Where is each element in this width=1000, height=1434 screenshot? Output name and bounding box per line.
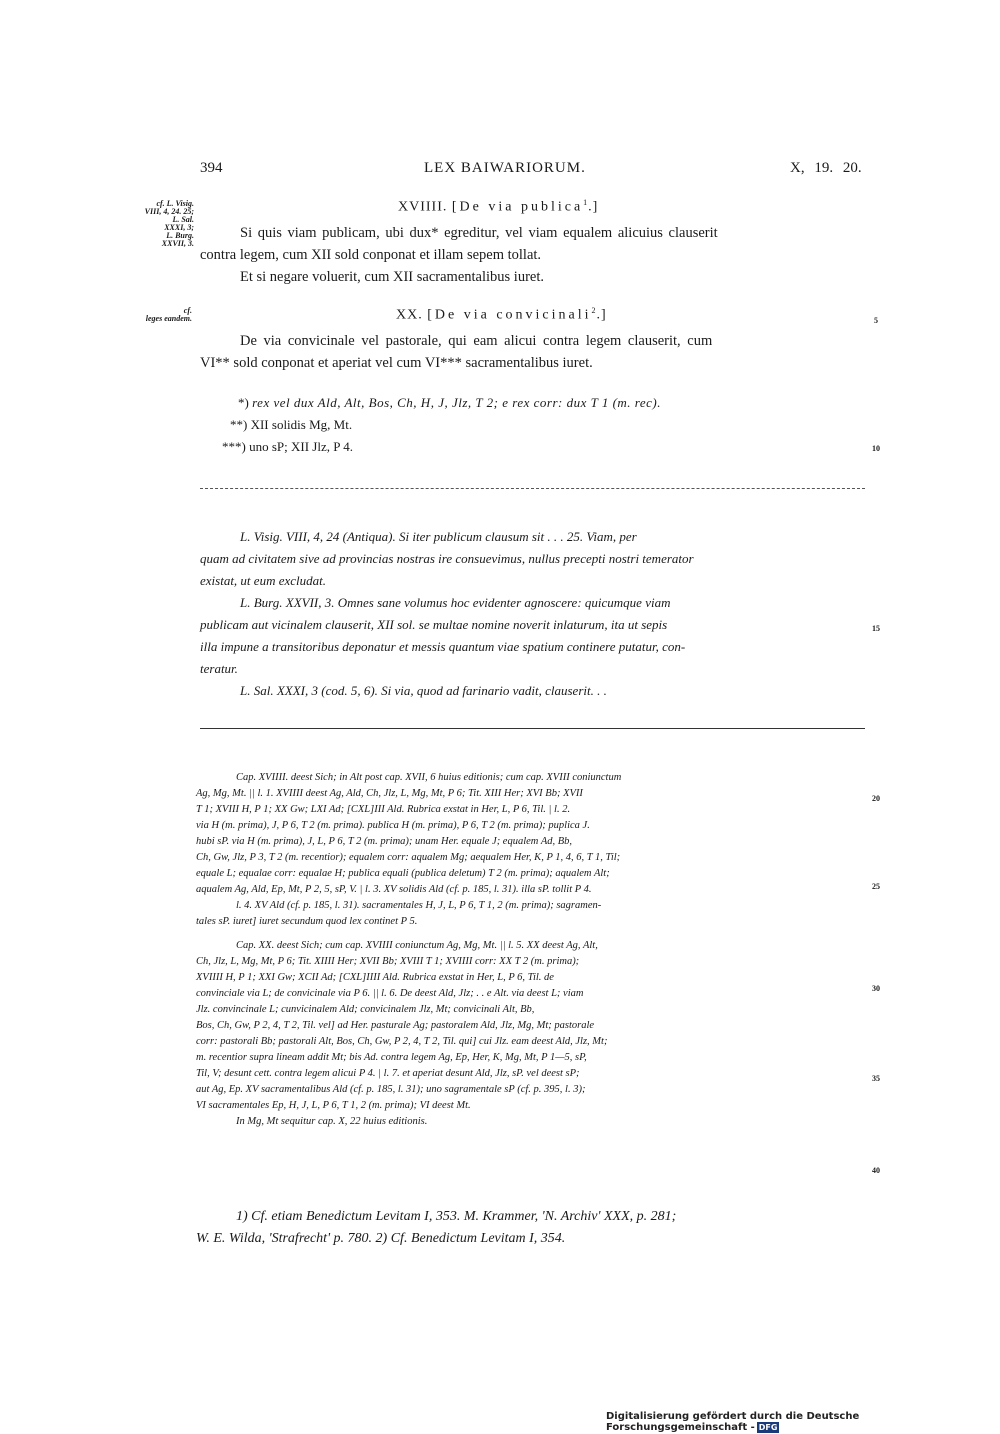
apparatus-line: convinciale via L; de convicinale via P 6. || l. 6. De deest Ald, Jlz; . . e Alt. via deest L; viam <box>196 988 584 999</box>
chapter-19-body <box>200 222 870 288</box>
bracket-close: .] <box>596 307 607 323</box>
apparatus-line: l. 4. XV Ald (cf. p. 185, l. 31). sacramentales H, J, L, P 6, T 1, 2 (m. prima); sagramen- <box>236 900 602 911</box>
apparatus-line: via H (m. prima), J, P 6, T 2 (m. prima). publica H (m. prima), P 6, T 2 (m. prima); puplica J. <box>196 820 590 831</box>
line-number: 15 <box>872 624 880 633</box>
apparatus-line: Bos, Ch, Gw, P 2, 4, T 2, Til. vel] ad Her. pasturale Ag; pastoralem Ald, Jlz, Mg, Mt; pastorale <box>196 1020 595 1031</box>
margin-note-cap19 <box>112 200 194 248</box>
variant-footnote <box>222 414 872 436</box>
margin-note-line: XXVII, 3. <box>161 239 194 248</box>
footnote-mark: ***) <box>222 439 246 454</box>
variant-footnotes <box>222 392 872 458</box>
margin-note-line: XXXI, 3; <box>164 223 194 232</box>
note-line: 1) Cf. etiam Benedictum Levitam I, 353. M. Krammer, 'N. Archiv' XXX, p. 281; <box>236 1209 677 1224</box>
margin-note-line: L. Burg. <box>166 231 194 240</box>
section-reference: X, 19. 20. <box>790 160 862 176</box>
apparatus-line: XVIIII H, P 1; XXI Gw; XCII Ad; [CXL]IIII Ald. Rubrica exstat in Her, L, P 6, Til. de <box>196 972 554 983</box>
chapter-number: XVIIII. <box>398 199 448 215</box>
separator-rule <box>200 728 865 729</box>
chapter-number: XX. <box>396 307 423 323</box>
apparatus-line: tales sP. iuret] iuret secundum quod lex continet P 5. <box>196 916 418 927</box>
apparatus-line: aqualem Ag, Ald, Ep, Mt, P 2, 5, sP, V. | l. 3. XV solidis Ald (cf. p. 185, l. 31). illa sP. tollit P 4. <box>196 884 592 895</box>
source-parallels <box>200 526 870 702</box>
chapter-title: [De via publica <box>451 199 584 215</box>
variant-footnote <box>222 436 872 458</box>
dfg-logo: DFG <box>758 1423 778 1432</box>
separator-rule <box>200 488 865 489</box>
source-line: illa impune a transitoribus deponatur et messis quantum viae spatium continere putatur, con- <box>200 639 686 654</box>
line-number: 5 <box>874 316 878 325</box>
apparatus-line: Ch, Jlz, L, Mg, Mt, P 6; Tit. XIIII Her; XVII Bb; XVIII T 1; XVIIII corr: XX T 2 (m. prima); <box>196 956 580 967</box>
margin-note-line: L. Sal. <box>172 215 194 224</box>
chapter-line: Et si negare voluerit, cum XII sacramentalibus iuret. <box>240 269 544 285</box>
digitization-credit <box>606 1411 1000 1433</box>
line-number: 30 <box>872 984 880 993</box>
apparatus-line: In Mg, Mt sequitur cap. X, 22 huius editionis. <box>236 1116 428 1127</box>
source-line: L. Sal. XXXI, 3 (cod. 5, 6). Si via, quod ad farinario vadit, clauserit. . . <box>240 683 607 698</box>
chapter-20-heading <box>396 306 607 324</box>
source-line: L. Burg. XXVII, 3. Omnes sane volumus hoc evidenter agnoscere: quicumque viam <box>240 595 671 610</box>
apparatus-line: Jlz. convincinale L; cunvicinalem Ald; convicinalem Jlz, Mt; convicinali Alt, Bb, <box>196 1004 535 1015</box>
note-line: W. E. Wilda, 'Strafrecht' p. 780. 2) Cf. Benedictum Levitam I, 354. <box>196 1231 566 1246</box>
chapter-line: Si quis viam publicam, ubi dux* egreditur, vel viam equalem alicuius clauserit <box>240 225 718 241</box>
apparatus-line: hubi sP. via H (m. prima), J, L, P 6, T 2 (m. prima); unam Her. equale J; equalem Ad, Bb, <box>196 836 573 847</box>
chapter-title: [De via convicinali <box>427 307 592 323</box>
apparatus-line: Ag, Mg, Mt. || l. 1. XVIIII deest Ag, Ald, Ch, Jlz, L, Mg, Mt, P 6; Tit. XIII Her; XVI Bb; XVII <box>196 788 583 799</box>
apparatus-line: m. recentior supra lineam addit Mt; bis Ad. contra legem Ag, Ep, Her, K, Mg, Mt, P 1—5, sP, <box>196 1052 587 1063</box>
apparatus-line: aut Ag, Ep. XV sacramentalibus Ald (cf. p. 185, l. 31); uno sagramentale sP (cf. p. 395, l. 3); <box>196 1084 586 1095</box>
credit-text: Digitalisierung gefördert durch die Deutsche Forschungsgemeinschaft - <box>606 1411 860 1433</box>
source-line: teratur. <box>200 661 238 676</box>
line-number: 25 <box>872 882 880 891</box>
critical-apparatus <box>196 770 868 1130</box>
source-line: L. Visig. VIII, 4, 24 (Antiqua). Si iter publicum clausum sit . . . 25. Viam, per <box>240 529 637 544</box>
margin-note-line: cf. L. Visig. <box>156 199 194 208</box>
apparatus-line: Ch, Gw, Jlz, P 3, T 2 (m. recentior); equalem corr: aqualem Mg; aequalem Her, K, P 1, 4, 6, T 1, Til; <box>196 852 621 863</box>
bracket-close: .] <box>588 199 599 215</box>
apparatus-line: corr: pastorali Bb; pastorali Alt, Bos, Ch, Gw, P 2, 4, T 2, Til. qui] cui Jlz. eam deest Ald, Jlz, Mt; <box>196 1036 608 1047</box>
running-title: LEX BAIWARIORUM. <box>424 160 586 176</box>
chapter-line: De via convicinale vel pastorale, qui eam alicui contra legem clauserit, cum <box>240 333 713 349</box>
line-number: 35 <box>872 1074 880 1083</box>
chapter-line: contra legem, cum XII sold conponat et illam sepem tollat. <box>200 247 542 263</box>
footnote-text: uno sP; XII Jlz, P 4. <box>249 439 353 454</box>
chapter-line: VI** sold conponat et aperiat vel cum VI*** sacramentalibus iuret. <box>200 355 593 371</box>
source-line: existat, ut eum excludat. <box>200 573 326 588</box>
apparatus-line: Til, V; desunt cett. contra legem alicui P 4. | l. 7. et aperiat desunt Ald, Jlz, sP. vel deest sP; <box>196 1068 580 1079</box>
footnote-mark: *) <box>238 395 249 410</box>
line-number: 10 <box>872 444 880 453</box>
margin-note-cap20 <box>112 307 192 323</box>
footnote-ref: 1 <box>583 198 589 207</box>
apparatus-line: T 1; XVIII H, P 1; XX Gw; LXI Ad; [CXL]III Ald. Rubrica exstat in Her, L, P 6, Til. | l. 2. <box>196 804 571 815</box>
margin-note-line: leges eandem. <box>145 314 192 323</box>
line-number: 20 <box>872 794 880 803</box>
source-line: quam ad civitatem sive ad provincias nostras ire consuevimus, nullus precepti nostri temerator <box>200 551 694 566</box>
chapter-20-body <box>200 330 870 374</box>
margin-note-line: VIII, 4, 24. 25; <box>144 207 194 216</box>
apparatus-line: equale L; equalae corr: equalae H; publica equali (publica deletum) T 2 (m. prima); aqualem Alt; <box>196 868 610 879</box>
source-line: publicam aut vicinalem clauserit, XII sol. se multae nomine noverit inlaturum, ita ut sepis <box>200 617 668 632</box>
line-number: 40 <box>872 1166 880 1175</box>
footnote-ref: 2 <box>591 306 597 315</box>
apparatus-line: VI sacramentales Ep, H, J, L, P 6, T 1, 2 (m. prima); VI deest Mt. <box>196 1100 471 1111</box>
apparatus-line: Cap. XVIIII. deest Sich; in Alt post cap. XVII, 6 huius editionis; cum cap. XVIII coniunctum <box>236 772 622 783</box>
editorial-notes <box>196 1206 868 1250</box>
margin-note-line: cf. <box>183 306 192 315</box>
page-number: 394 <box>200 160 223 176</box>
footnote-mark: **) <box>230 417 248 432</box>
chapter-19-heading <box>398 198 598 216</box>
footnote-text: rex vel dux Ald, Alt, Bos, Ch, H, J, Jlz, T 2; e rex corr: dux T 1 (m. rec). <box>252 395 662 410</box>
variant-footnote <box>222 392 872 414</box>
apparatus-line: Cap. XX. deest Sich; cum cap. XVIIII coniunctum Ag, Mg, Mt. || l. 5. XX deest Ag, Alt, <box>236 940 598 951</box>
footnote-text: XII solidis Mg, Mt. <box>250 417 353 432</box>
